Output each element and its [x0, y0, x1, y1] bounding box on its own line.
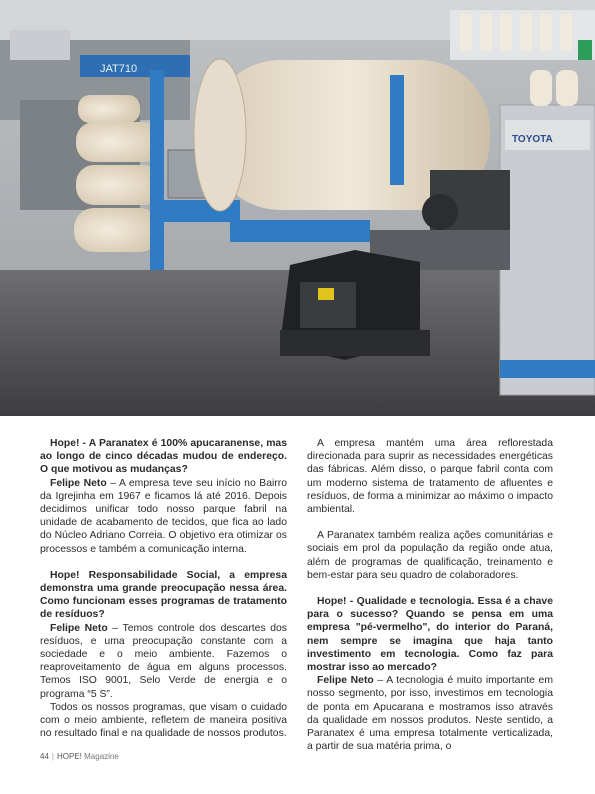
body-paragraph: A Paranatex também realiza ações comunitárias e sociais em prol da população da região onde atua, além de programas de qualificação, treinamento e bem-estar para seu quadro de colaboradores.	[307, 530, 553, 581]
publication-section: Magazine	[84, 752, 119, 761]
interview-question: Hope! - A Paranatex é 100% apucaranense, mas ao longo de cinco décadas mudou de endereço. O que motivou as mudanças?	[40, 438, 287, 476]
publication-name: HOPE!	[56, 752, 82, 761]
page-number: 44	[40, 752, 49, 761]
loom-machine	[280, 250, 430, 360]
answer-text: – Temos controle dos descartes dos resíduos, e uma preocupação constante com a sociedade e o meio ambiente. Fazemos o reaproveitamento de água em alguns processos. Temos ISO 9001, Selo Verde de energia e o programa “5 S”.	[40, 622, 287, 700]
speaker-name: Felipe Neto	[50, 477, 107, 489]
body-paragraph: Todos os nossos programas, que visam o cuidado com o meio ambiente, refletem de maneira positiva no resultado final e na qualidade de nossos produtos.	[40, 701, 287, 740]
speaker-name: Felipe Neto	[317, 675, 374, 687]
machine-label: JAT710	[100, 63, 138, 75]
interview-question: Hope! - Qualidade e tecnologia. Essa é a chave para o sucesso? Quando se pensa em uma empresa "pé-vermelho", do interior do Paraná, nem sempre se imagina que haja tanto investimento em tecnologia. Como faz para mostrar isso ao mercado?	[307, 596, 553, 674]
answer-text: – A tecnologia é muito importante em nosso segmento, por isso, investimos em tecnologia de ponta em Apucarana e mostramos isso através da qualidade em nossos produtos. Neste sentido, a Paranatex é uma empresa totalmente verticalizada, a partir de sua matéria prima, o	[307, 675, 553, 753]
left-column	[40, 437, 287, 740]
speaker-name: Felipe Neto	[50, 622, 108, 634]
toyota-logo: TOYOTA	[512, 134, 553, 145]
footer-separator: |	[51, 752, 54, 761]
interview-answer	[307, 674, 553, 753]
interview-answer	[40, 622, 287, 701]
page-footer	[40, 752, 119, 761]
interview-question: Hope! Responsabilidade Social, a empresa demonstra uma grande preocupação nessa área. Como funcionam esses programas de tratamento de resíduos?	[40, 569, 287, 621]
interview-answer	[40, 477, 287, 556]
answer-text: – A empresa teve seu início no Bairro da Igrejinha em 1967 e ficamos lá até 2016. Depois decidimos unificar todo nosso parque fabril na unidade de acabamento de tecidos, que fica ao lado do Núcleo Adriano Correia. O objetivo era otimizar os processos e também a comunicação interna.	[40, 477, 287, 555]
right-column	[307, 437, 553, 753]
body-paragraph: A empresa mantém uma área reflorestada direcionada para suprir as necessidades energéticas das fábricas. Além disso, o parque fabril conta com um moderno sistema de tratamento de afluentes e resíduos, de forma a minimizar ao máximo o impacto ambiental.	[307, 438, 553, 516]
